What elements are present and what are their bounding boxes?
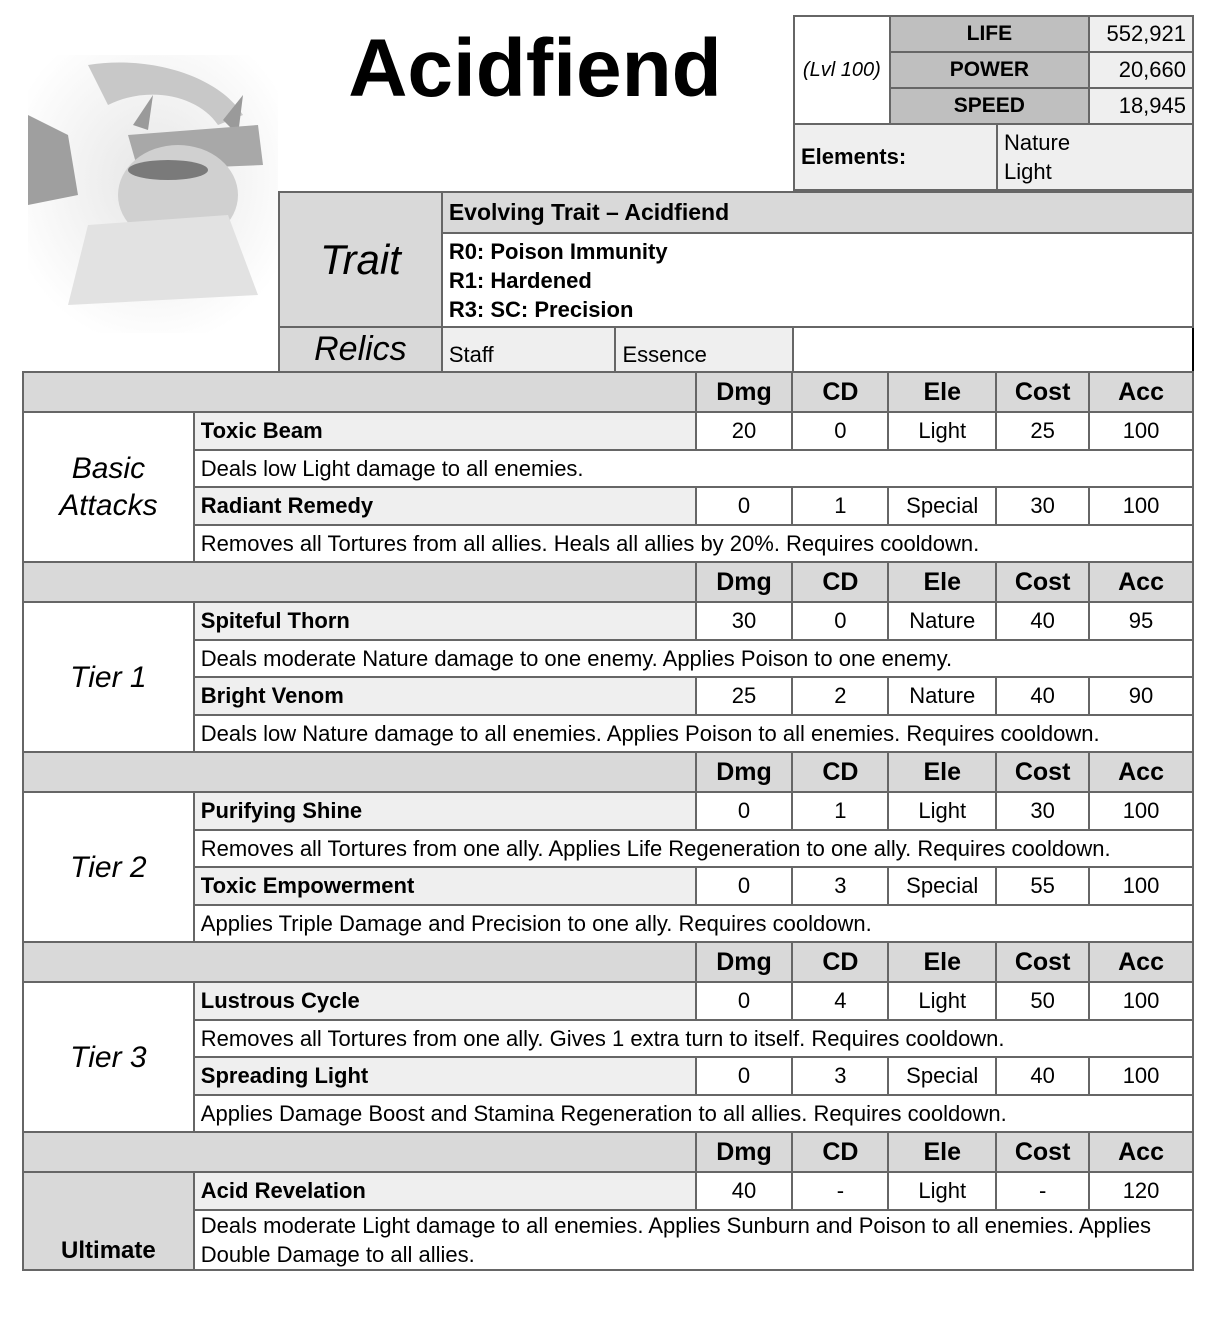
skill-name: Toxic Beam	[194, 412, 696, 450]
section-label: Tier 1	[23, 602, 194, 752]
column-header-dmg: Dmg	[696, 562, 793, 602]
skill-ele: Special	[888, 487, 996, 525]
skill-row	[23, 867, 1193, 905]
column-header-dmg: Dmg	[696, 1132, 793, 1172]
skill-cost: 40	[996, 602, 1089, 640]
trait-ranks	[442, 233, 1193, 327]
skill-ele: Light	[888, 1172, 996, 1210]
skill-cost: -	[996, 1172, 1089, 1210]
skill-description: Removes all Tortures from one ally. Gives 1 extra turn to itself. Requires cooldown.	[194, 1020, 1193, 1057]
section-header-blank	[23, 1132, 696, 1172]
skill-cd: 3	[792, 867, 888, 905]
trait-rank-1: R1: Hardened	[448, 267, 592, 293]
skill-desc-row	[23, 450, 1193, 487]
column-header-cost: Cost	[996, 562, 1089, 602]
column-header-cd: CD	[792, 1132, 888, 1172]
skill-cd: 1	[792, 792, 888, 830]
column-header-cd: CD	[792, 752, 888, 792]
level-label: (Lvl 100)	[794, 16, 890, 124]
skill-description: Deals moderate Nature damage to one enemy. Applies Poison to one enemy.	[194, 640, 1193, 677]
skill-desc-row	[23, 640, 1193, 677]
section-label: Tier 3	[23, 982, 194, 1132]
skill-ele: Nature	[888, 602, 996, 640]
skill-row	[23, 487, 1193, 525]
skill-cd: 4	[792, 982, 888, 1020]
section-header-blank	[23, 942, 696, 982]
skill-cd: 3	[792, 1057, 888, 1095]
skill-acc: 100	[1089, 412, 1193, 450]
skill-desc-row	[23, 715, 1193, 752]
skill-description: Applies Triple Damage and Precision to one ally. Requires cooldown.	[194, 905, 1193, 942]
stat-label-power: POWER	[890, 52, 1089, 88]
section-header-row	[23, 562, 1193, 602]
trait-name: Evolving Trait – Acidfiend	[442, 192, 1193, 233]
skill-description: Removes all Tortures from all allies. Heals all allies by 20%. Requires cooldown.	[194, 525, 1193, 562]
skill-cost: 40	[996, 677, 1089, 715]
stats-table	[793, 15, 1194, 191]
skill-cost: 30	[996, 792, 1089, 830]
column-header-cd: CD	[792, 942, 888, 982]
skill-description: Deals low Light damage to all enemies.	[194, 450, 1193, 487]
skill-row	[23, 677, 1193, 715]
skill-cd: 0	[792, 602, 888, 640]
skill-cd: -	[792, 1172, 888, 1210]
skill-acc: 100	[1089, 982, 1193, 1020]
skill-ele: Special	[888, 867, 996, 905]
skill-ele: Light	[888, 412, 996, 450]
skill-desc-row	[23, 1020, 1193, 1057]
column-header-acc: Acc	[1089, 372, 1193, 412]
stat-value-speed: 18,945	[1089, 88, 1193, 124]
column-header-acc: Acc	[1089, 752, 1193, 792]
relic-essence: Essence	[615, 327, 793, 372]
skill-acc: 100	[1089, 792, 1193, 830]
skill-cost: 55	[996, 867, 1089, 905]
relic-empty	[793, 327, 1193, 372]
section-header-row	[23, 372, 1193, 412]
skill-acc: 90	[1089, 677, 1193, 715]
section-label: Ultimate	[23, 1172, 194, 1270]
relics-label: Relics	[279, 327, 442, 372]
skill-dmg: 20	[696, 412, 793, 450]
skill-desc-row	[23, 525, 1193, 562]
column-header-acc: Acc	[1089, 1132, 1193, 1172]
stat-value-life: 552,921	[1089, 16, 1193, 52]
skill-cd: 0	[792, 412, 888, 450]
skill-dmg: 0	[696, 487, 793, 525]
skill-name: Spiteful Thorn	[194, 602, 696, 640]
skill-cost: 50	[996, 982, 1089, 1020]
skill-row	[23, 792, 1193, 830]
skill-cost: 25	[996, 412, 1089, 450]
skill-description: Deals moderate Light damage to all enemies. Applies Sunburn and Poison to all enemies. Applies Double Damage to all allies.	[194, 1210, 1193, 1270]
element-light: Light	[1004, 159, 1052, 184]
trait-label: Trait	[279, 192, 442, 327]
section-header-row	[23, 752, 1193, 792]
section-header-blank	[23, 562, 696, 602]
element-nature: Nature	[1004, 130, 1071, 155]
skill-dmg: 0	[696, 1057, 793, 1095]
skill-acc: 100	[1089, 487, 1193, 525]
skill-cost: 30	[996, 487, 1089, 525]
skill-row	[23, 1057, 1193, 1095]
skill-name: Bright Venom	[194, 677, 696, 715]
relic-staff: Staff	[442, 327, 616, 372]
skill-dmg: 0	[696, 867, 793, 905]
skill-acc: 100	[1089, 1057, 1193, 1095]
skill-row	[23, 1172, 1193, 1210]
skill-description: Applies Damage Boost and Stamina Regeneration to all allies. Requires cooldown.	[194, 1095, 1193, 1132]
skill-cd: 1	[792, 487, 888, 525]
trait-table	[278, 191, 1194, 373]
column-header-ele: Ele	[888, 942, 996, 982]
column-header-dmg: Dmg	[696, 752, 793, 792]
skill-ele: Nature	[888, 677, 996, 715]
section-label: Tier 2	[23, 792, 194, 942]
column-header-ele: Ele	[888, 752, 996, 792]
column-header-cd: CD	[792, 372, 888, 412]
column-header-cd: CD	[792, 562, 888, 602]
skill-name: Acid Revelation	[194, 1172, 696, 1210]
skill-cost: 40	[996, 1057, 1089, 1095]
trait-rank-2: R3: SC: Precision	[448, 296, 634, 322]
skill-description: Deals low Nature damage to all enemies. Applies Poison to all enemies. Requires cooldown.	[194, 715, 1193, 752]
column-header-dmg: Dmg	[696, 942, 793, 982]
column-header-ele: Ele	[888, 1132, 996, 1172]
skill-desc-row	[23, 1095, 1193, 1132]
section-label: Basic Attacks	[23, 412, 194, 562]
skill-ele: Special	[888, 1057, 996, 1095]
skill-name: Purifying Shine	[194, 792, 696, 830]
skill-dmg: 0	[696, 982, 793, 1020]
column-header-cost: Cost	[996, 752, 1089, 792]
skill-dmg: 25	[696, 677, 793, 715]
section-header-blank	[23, 372, 696, 412]
elements-label: Elements:	[794, 124, 997, 190]
skill-dmg: 30	[696, 602, 793, 640]
skill-acc: 95	[1089, 602, 1193, 640]
stat-label-life: LIFE	[890, 16, 1089, 52]
skills-table	[22, 371, 1194, 1271]
skill-row	[23, 982, 1193, 1020]
skill-desc-row	[23, 905, 1193, 942]
skill-ele: Light	[888, 792, 996, 830]
column-header-ele: Ele	[888, 562, 996, 602]
skill-dmg: 40	[696, 1172, 793, 1210]
section-header-row	[23, 1132, 1193, 1172]
monster-name-title: Acidfiend	[348, 23, 722, 114]
monster-portrait-icon	[28, 55, 278, 333]
skill-cd: 2	[792, 677, 888, 715]
skill-acc: 120	[1089, 1172, 1193, 1210]
skill-ele: Light	[888, 982, 996, 1020]
stat-value-power: 20,660	[1089, 52, 1193, 88]
column-header-cost: Cost	[996, 372, 1089, 412]
skill-name: Toxic Empowerment	[194, 867, 696, 905]
skill-name: Lustrous Cycle	[194, 982, 696, 1020]
section-header-row	[23, 942, 1193, 982]
trait-rank-0: R0: Poison Immunity	[448, 238, 668, 264]
skill-acc: 100	[1089, 867, 1193, 905]
skill-row	[23, 412, 1193, 450]
skill-desc-row	[23, 830, 1193, 867]
column-header-ele: Ele	[888, 372, 996, 412]
skill-description: Removes all Tortures from one ally. Applies Life Regeneration to one ally. Requires cooldown.	[194, 830, 1193, 867]
section-header-blank	[23, 752, 696, 792]
column-header-cost: Cost	[996, 1132, 1089, 1172]
column-header-acc: Acc	[1089, 562, 1193, 602]
skill-row	[23, 602, 1193, 640]
column-header-acc: Acc	[1089, 942, 1193, 982]
skill-desc-row	[23, 1210, 1193, 1270]
skill-name: Radiant Remedy	[194, 487, 696, 525]
stat-label-speed: SPEED	[890, 88, 1089, 124]
column-header-dmg: Dmg	[696, 372, 793, 412]
column-header-cost: Cost	[996, 942, 1089, 982]
elements-value	[997, 124, 1193, 190]
skill-dmg: 0	[696, 792, 793, 830]
skill-name: Spreading Light	[194, 1057, 696, 1095]
